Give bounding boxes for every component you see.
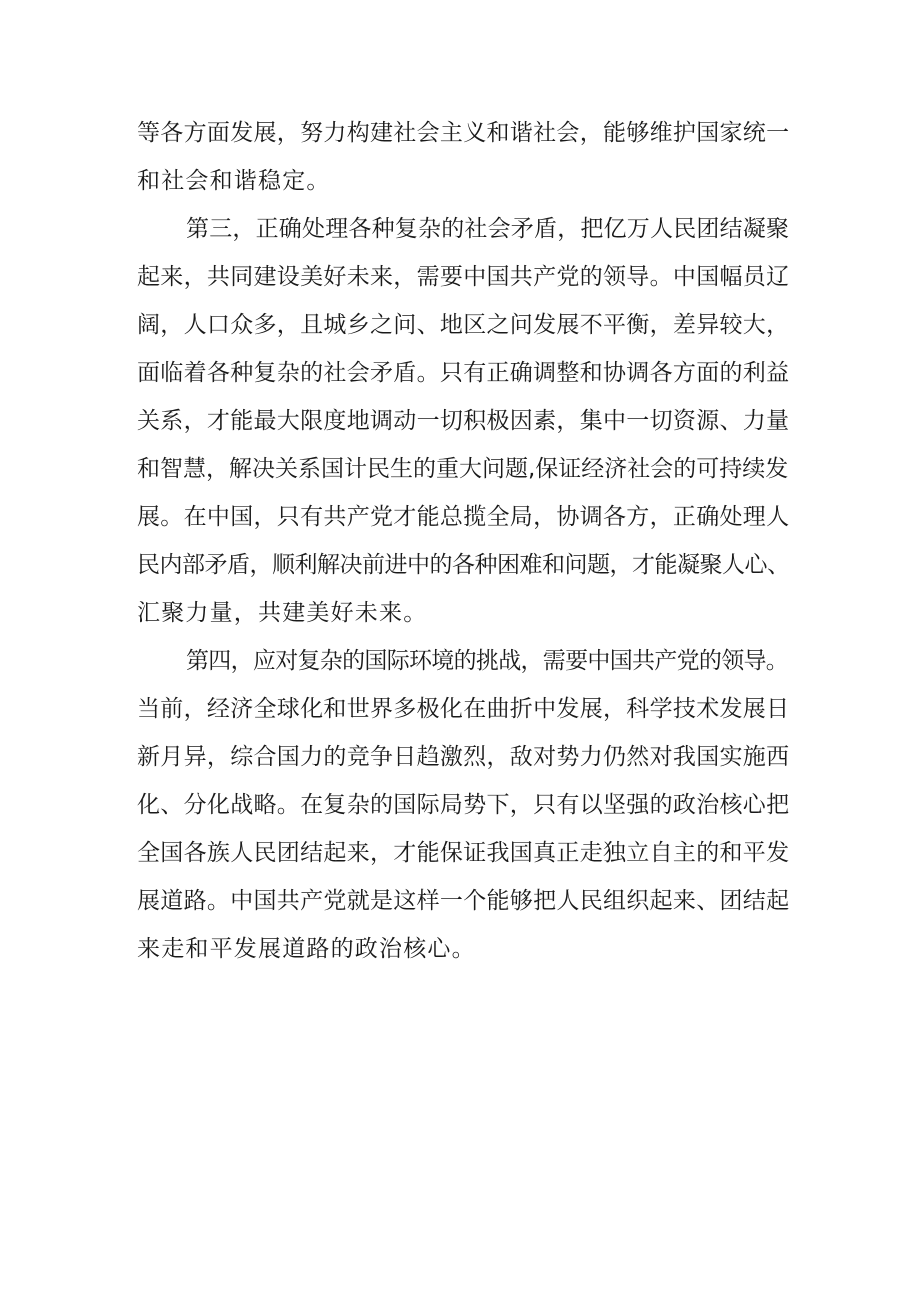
text-line: 化、分化战略。在复杂的国际局势下，只有以坚强的政治核心把 (137, 792, 790, 818)
text-line: 和社会和谐稳定。 (137, 168, 331, 194)
text-line: 新月异，综合国力的竞争日趋激烈，敌对势力仍然对我国实施西 (137, 744, 790, 770)
text-line: 来走和平发展道路的政治核心。 (137, 936, 476, 962)
text-line: 民内部矛盾，顺利解决前进中的各种困难和问题，才能凝聚人心、 (137, 552, 790, 578)
text-line: 全国各族人民团结起来，才能保证我国真正走独立自主的和平发 (137, 840, 790, 866)
text-line: 汇聚力量，共建美好未来。 (137, 600, 428, 626)
text-line: 等各方面发展，努力构建社会主义和谐社会，能够维护国家统一 (137, 120, 790, 146)
text-line: 展道路。中国共产党就是这样一个能够把人民组织起来、团结起 (137, 888, 790, 914)
text-line: 当前，经济全球化和世界多极化在曲折中发展，科学技术发展日 (137, 696, 790, 722)
text-line: 关系，才能最大限度地调动一切积极因素，集中一切资源、力量 (137, 408, 790, 434)
text-line: 展。在中国，只有共产党才能总揽全局，协调各方，正确处理人 (137, 504, 790, 530)
text-line: 面临着各种复杂的社会矛盾。只有正确调整和协调各方面的利益 (137, 360, 790, 386)
text-line: 第三，正确处理各种复杂的社会矛盾，把亿万人民团结凝聚 (186, 216, 790, 242)
text-line: 起来，共同建设美好未来，需要中国共产党的领导。中国幅员辽 (137, 264, 790, 290)
text-line: 阔，人口众多，且城乡之问、地区之问发展不平衡，差异较大， (137, 312, 790, 338)
text-line: 第四，应对复杂的国际环境的挑战，需要中国共产党的领导。 (186, 648, 789, 674)
text-line: 和智慧，解决关系国计民生的重大问题,保证经济社会的可持续发 (137, 456, 789, 482)
